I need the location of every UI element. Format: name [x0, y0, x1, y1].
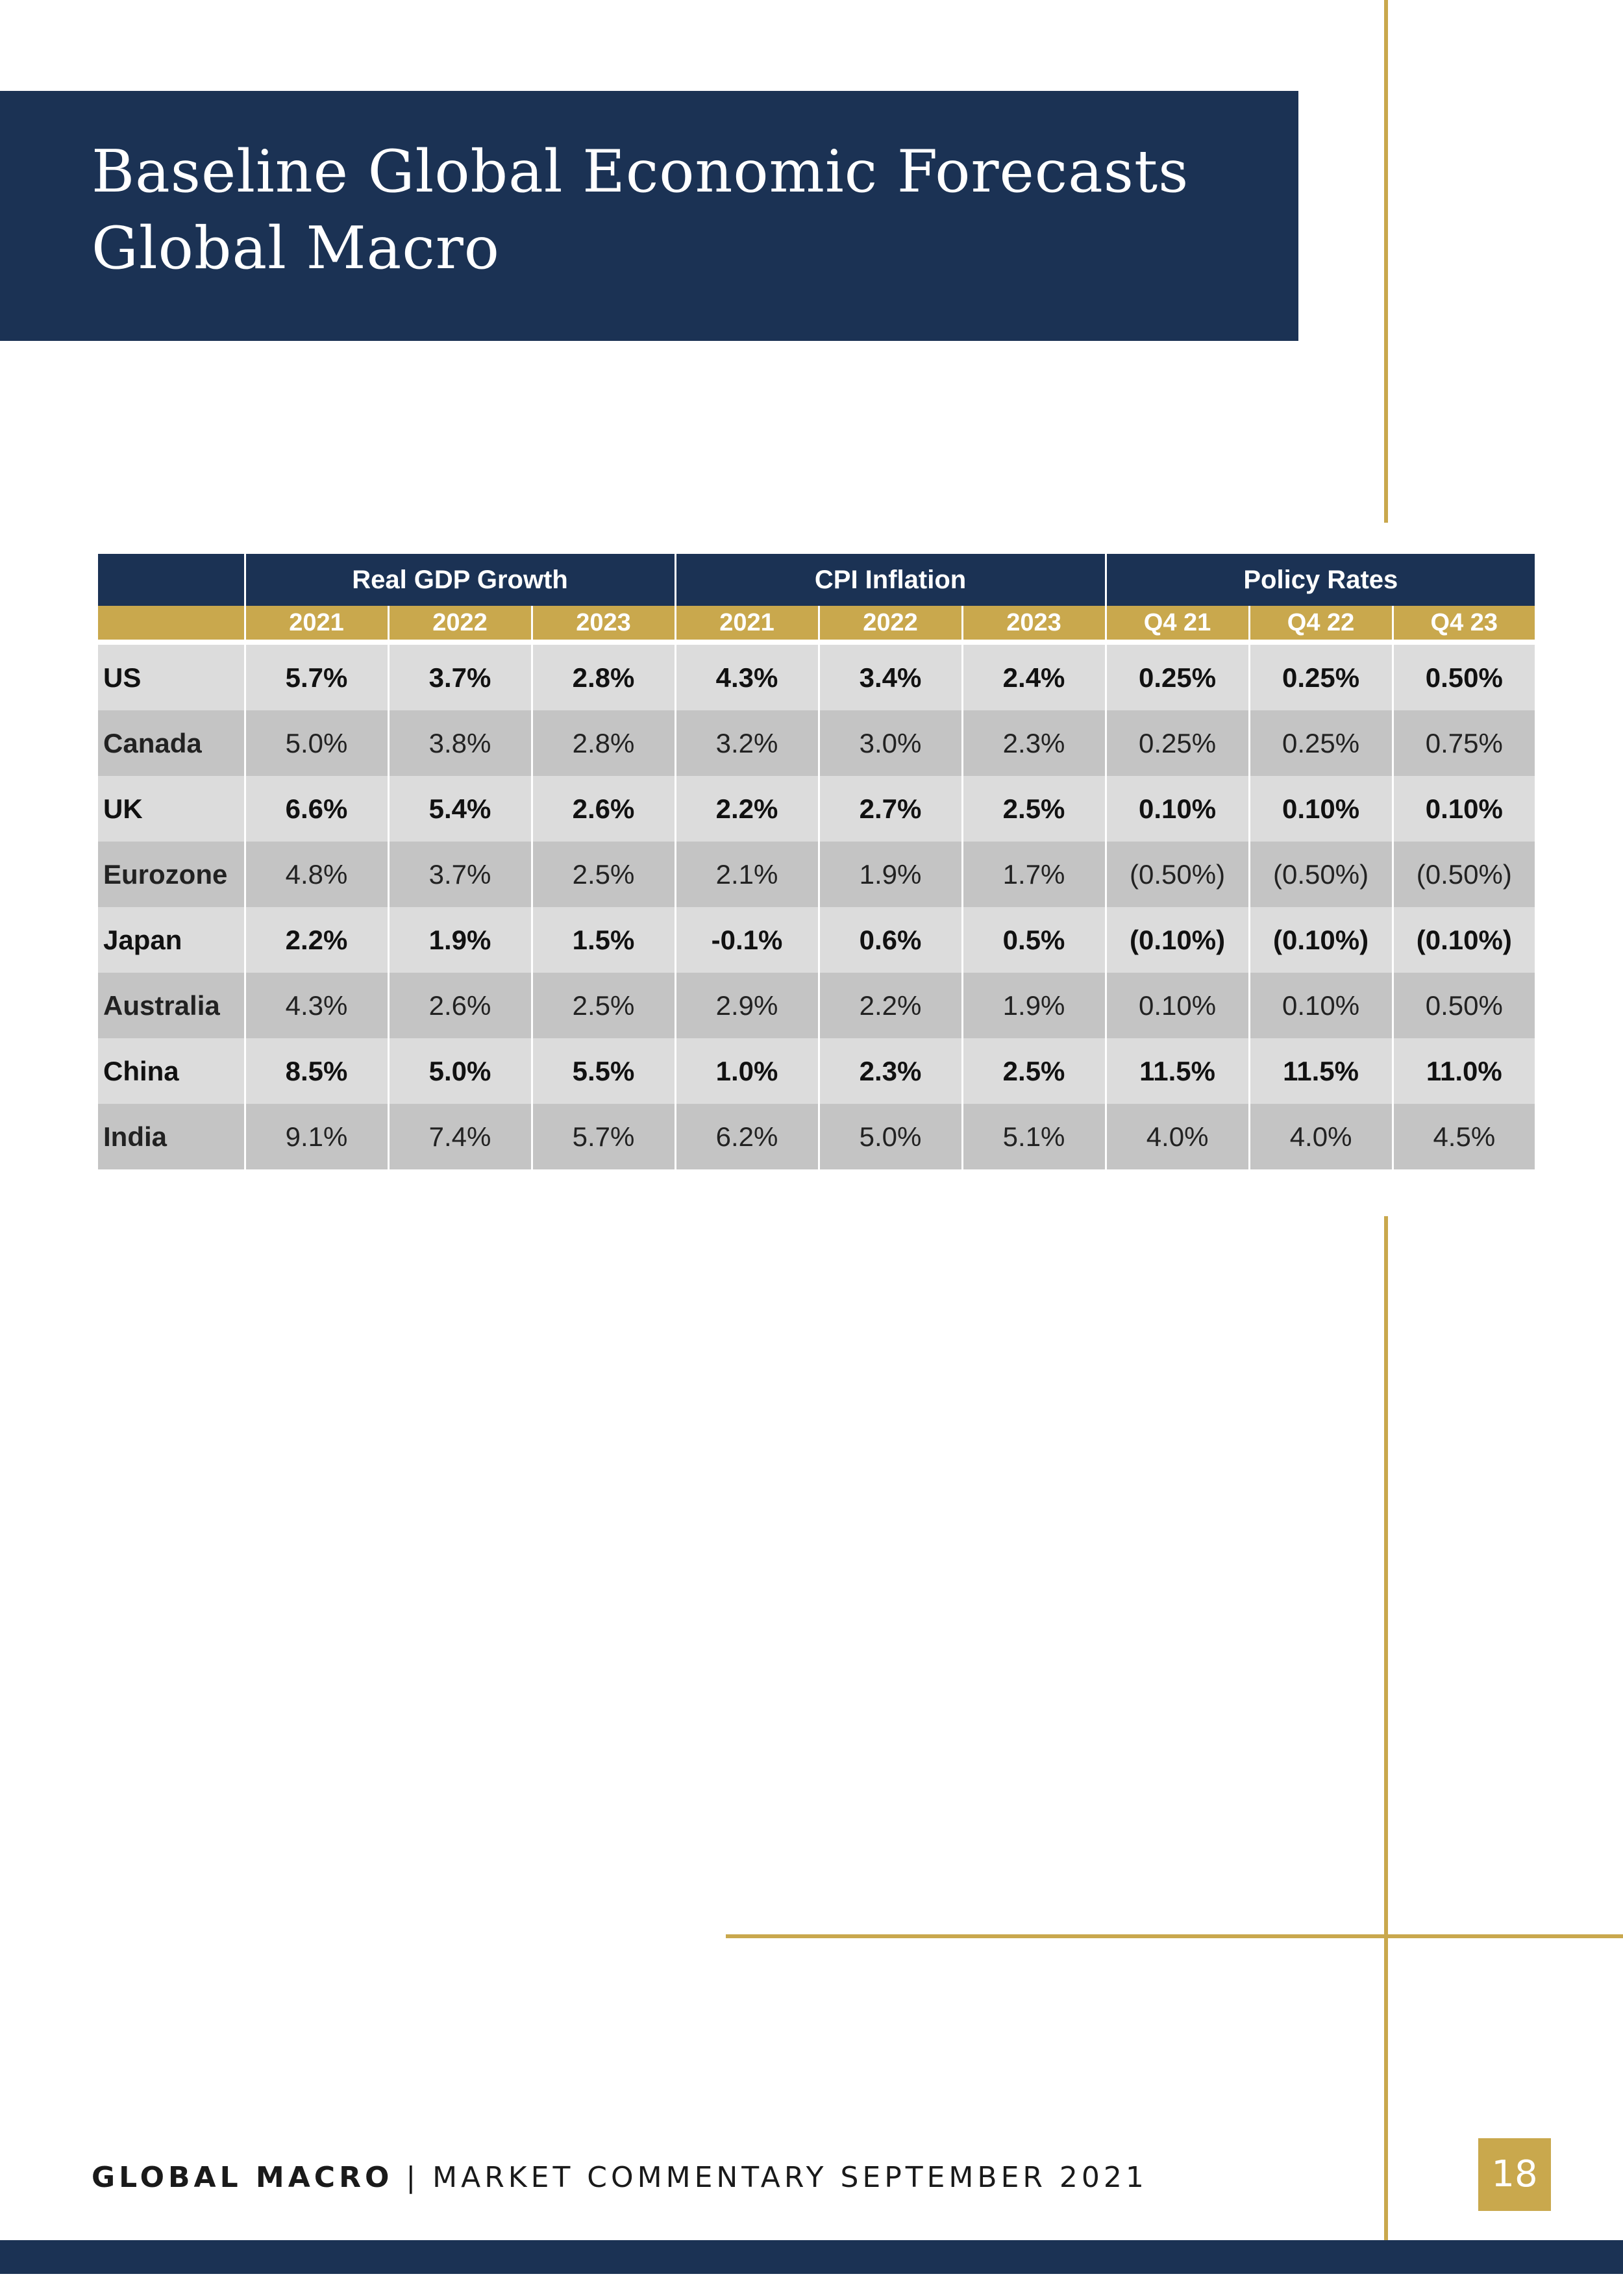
footer-subtitle: MARKET COMMENTARY SEPTEMBER 2021	[432, 2161, 1148, 2194]
table-cell: 1.7%	[962, 842, 1106, 907]
table-cell: (0.50%)	[1106, 842, 1249, 907]
table-cell: 5.0%	[819, 1104, 962, 1169]
table-cell: 2.1%	[675, 842, 819, 907]
table-cell: 3.8%	[388, 710, 532, 776]
table-cell: 11.5%	[1106, 1038, 1249, 1104]
footer-brand: GLOBAL MACRO	[92, 2161, 393, 2194]
table-cell: 2.2%	[245, 907, 388, 973]
row-label: China	[98, 1038, 245, 1104]
table-cell: -0.1%	[675, 907, 819, 973]
group-header-row	[98, 554, 1535, 606]
column-header: 2021	[245, 606, 388, 640]
table-cell: 5.4%	[388, 776, 532, 842]
table-cell: 0.50%	[1393, 973, 1535, 1038]
table-row-eurozone	[98, 842, 1535, 907]
column-header: Q4 23	[1393, 606, 1535, 640]
table-cell: 5.1%	[962, 1104, 1106, 1169]
table-row-china	[98, 1038, 1535, 1104]
table-cell: 2.5%	[962, 1038, 1106, 1104]
page-number: 18	[1478, 2138, 1551, 2211]
table-cell: 3.0%	[819, 710, 962, 776]
table-cell: 4.5%	[1393, 1104, 1535, 1169]
table-cell: 1.5%	[532, 907, 675, 973]
table-cell: 0.10%	[1106, 973, 1249, 1038]
table-cell: 2.9%	[675, 973, 819, 1038]
table-row-uk	[98, 776, 1535, 842]
footer-separator: |	[393, 2161, 433, 2194]
table-cell: 0.25%	[1106, 710, 1249, 776]
column-header: 2023	[962, 606, 1106, 640]
table-cell: 0.10%	[1106, 776, 1249, 842]
table-cell: 0.6%	[819, 907, 962, 973]
forecast-table-container	[98, 554, 1535, 1169]
table-cell: 0.25%	[1249, 710, 1393, 776]
column-header: Q4 22	[1249, 606, 1393, 640]
gold-vertical-divider-top	[1384, 0, 1388, 523]
table-row-india	[98, 1104, 1535, 1169]
table-cell: 1.0%	[675, 1038, 819, 1104]
column-header: 2022	[388, 606, 532, 640]
table-cell: 0.10%	[1249, 973, 1393, 1038]
table-cell: 2.6%	[532, 776, 675, 842]
table-row-us	[98, 645, 1535, 710]
table-cell: 4.8%	[245, 842, 388, 907]
table-cell: 1.9%	[819, 842, 962, 907]
table-cell: 2.3%	[819, 1038, 962, 1104]
table-cell: 9.1%	[245, 1104, 388, 1169]
table-cell: 8.5%	[245, 1038, 388, 1104]
corner-header	[98, 554, 245, 606]
table-cell: 2.8%	[532, 645, 675, 710]
row-label: US	[98, 645, 245, 710]
table-cell: 11.5%	[1249, 1038, 1393, 1104]
table-cell: (0.10%)	[1249, 907, 1393, 973]
row-label: India	[98, 1104, 245, 1169]
page-subtitle: Global Macro	[92, 214, 500, 282]
column-header: 2021	[675, 606, 819, 640]
table-cell: 0.5%	[962, 907, 1106, 973]
group-header-cpi: CPI Inflation	[675, 554, 1106, 606]
table-row-australia	[98, 973, 1535, 1038]
table-cell: 5.0%	[388, 1038, 532, 1104]
table-row-japan	[98, 907, 1535, 973]
row-label: Australia	[98, 973, 245, 1038]
table-cell: 2.3%	[962, 710, 1106, 776]
table-cell: (0.10%)	[1106, 907, 1249, 973]
bottom-bar	[0, 2240, 1623, 2274]
year-header-row	[98, 606, 1535, 640]
group-header-gdp: Real GDP Growth	[245, 554, 675, 606]
column-header: 2022	[819, 606, 962, 640]
table-cell: 0.10%	[1249, 776, 1393, 842]
table-cell: 5.0%	[245, 710, 388, 776]
page-title: Baseline Global Economic Forecasts	[92, 138, 1189, 206]
table-cell: 6.6%	[245, 776, 388, 842]
gold-vertical-divider-bottom	[1384, 1216, 1388, 2240]
table-cell: 3.2%	[675, 710, 819, 776]
table-cell: (0.50%)	[1249, 842, 1393, 907]
table-cell: 0.25%	[1106, 645, 1249, 710]
row-label: Eurozone	[98, 842, 245, 907]
table-cell: 1.9%	[388, 907, 532, 973]
row-label: Canada	[98, 710, 245, 776]
table-cell: 2.2%	[675, 776, 819, 842]
year-header-corner	[98, 606, 245, 640]
table-cell: 1.9%	[962, 973, 1106, 1038]
gold-horizontal-divider	[726, 1934, 1623, 1938]
table-cell: 2.6%	[388, 973, 532, 1038]
table-cell: (0.50%)	[1393, 842, 1535, 907]
column-header: 2023	[532, 606, 675, 640]
table-cell: 11.0%	[1393, 1038, 1535, 1104]
forecast-table	[98, 554, 1535, 1169]
table-cell: 0.50%	[1393, 645, 1535, 710]
table-cell: 3.7%	[388, 842, 532, 907]
table-cell: 4.3%	[675, 645, 819, 710]
row-label: UK	[98, 776, 245, 842]
table-cell: 6.2%	[675, 1104, 819, 1169]
table-cell: 0.25%	[1249, 645, 1393, 710]
table-cell: 4.3%	[245, 973, 388, 1038]
header-gap	[98, 640, 1535, 645]
table-cell: 0.75%	[1393, 710, 1535, 776]
column-header: Q4 21	[1106, 606, 1249, 640]
title-banner	[0, 91, 1298, 341]
table-cell: 5.7%	[532, 1104, 675, 1169]
table-cell: 2.2%	[819, 973, 962, 1038]
table-cell: 5.5%	[532, 1038, 675, 1104]
table-cell: 3.7%	[388, 645, 532, 710]
table-cell: 0.10%	[1393, 776, 1535, 842]
table-cell: 2.4%	[962, 645, 1106, 710]
table-cell: 7.4%	[388, 1104, 532, 1169]
table-cell: (0.10%)	[1393, 907, 1535, 973]
row-label: Japan	[98, 907, 245, 973]
table-cell: 2.5%	[532, 842, 675, 907]
table-cell: 2.7%	[819, 776, 962, 842]
table-cell: 2.5%	[532, 973, 675, 1038]
table-cell: 3.4%	[819, 645, 962, 710]
table-cell: 2.8%	[532, 710, 675, 776]
table-cell: 4.0%	[1106, 1104, 1249, 1169]
table-cell: 2.5%	[962, 776, 1106, 842]
table-cell: 4.0%	[1249, 1104, 1393, 1169]
table-row-canada	[98, 710, 1535, 776]
footer-text	[92, 2161, 1148, 2194]
group-header-policy: Policy Rates	[1106, 554, 1535, 606]
table-cell: 5.7%	[245, 645, 388, 710]
